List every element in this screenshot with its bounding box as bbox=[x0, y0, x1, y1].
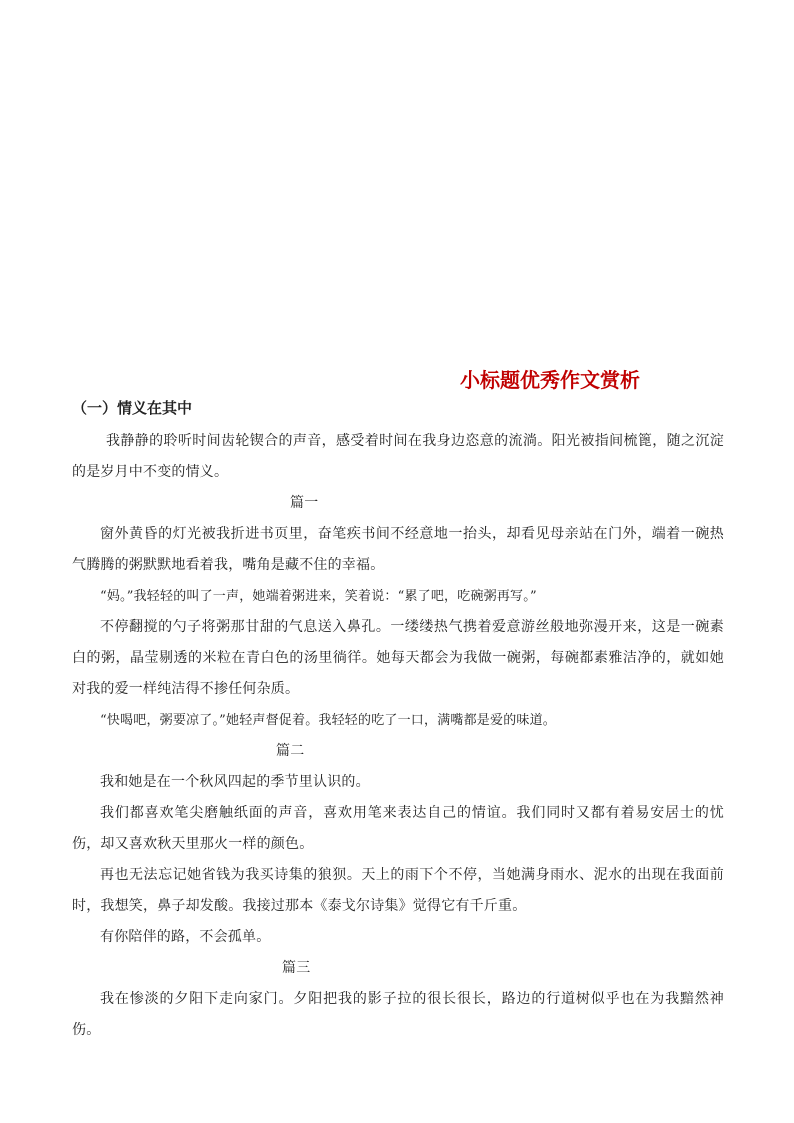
document-title: 小标题优秀作文赏析 bbox=[460, 368, 640, 392]
part2-paragraph-4: 有你陪伴的路，不会孤单。 bbox=[100, 929, 271, 945]
essay-body bbox=[72, 426, 724, 1046]
part-heading-3: 篇三 bbox=[282, 960, 311, 976]
part3-paragraph-1: 我在惨淡的夕阳下走向家门。夕阳把我的影子拉的很长很长，路边的行道树似乎也在为我黯然神伤。 bbox=[72, 991, 724, 1038]
part1-paragraph-1: 窗外黄昏的灯光被我折进书页里，奋笔疾书间不经意地一抬头，却看见母亲站在门外，端着一碗热气腾腾的粥默默地看着我，嘴角是藏不住的幸福。 bbox=[72, 526, 724, 573]
part-heading-2: 篇二 bbox=[276, 743, 305, 759]
part2-paragraph-2: 我们都喜欢笔尖磨触纸面的声音，喜欢用笔来表达自己的情谊。我们同时又都有着易安居士的忧伤，却又喜欢秋天里那火一样的颜色。 bbox=[72, 805, 724, 852]
part1-paragraph-4: “快喝吧，粥要凉了。”她轻声督促着。我轻轻的吃了一口，满嘴都是爱的味道。 bbox=[100, 713, 556, 728]
part2-paragraph-1: 我和她是在一个秋风四起的季节里认识的。 bbox=[100, 774, 370, 790]
part-heading-1: 篇一 bbox=[290, 495, 319, 511]
section-heading: （一）情义在其中 bbox=[72, 399, 193, 417]
intro-paragraph: 我静静的聆听时间齿轮锲合的声音，感受着时间在我身边恣意的流淌。阳光被指间梳篦，随之沉淀的是岁月中不变的情义。 bbox=[72, 433, 724, 480]
part2-paragraph-3: 再也无法忘记她省钱为我买诗集的狼狈。天上的雨下个不停，当她满身雨水、泥水的出现在我面前时，我想笑，鼻子却发酸。我接过那本《泰戈尔诗集》觉得它有千斤重。 bbox=[72, 867, 724, 914]
part1-paragraph-3: 不停翻搅的勺子将粥那甘甜的气息送入鼻孔。一缕缕热气携着爱意游丝般地弥漫开来，这是一碗素白的粥，晶莹剔透的米粒在青白色的汤里徜徉。她每天都会为我做一碗粥，每碗都素雅洁净的，就如她对我的爱一样纯洁得不掺任何杂质。 bbox=[72, 619, 724, 697]
part1-paragraph-2: “妈。”我轻轻的叫了一声，她端着粥进来，笑着说：“累了吧，吃碗粥再写。” bbox=[100, 589, 537, 604]
